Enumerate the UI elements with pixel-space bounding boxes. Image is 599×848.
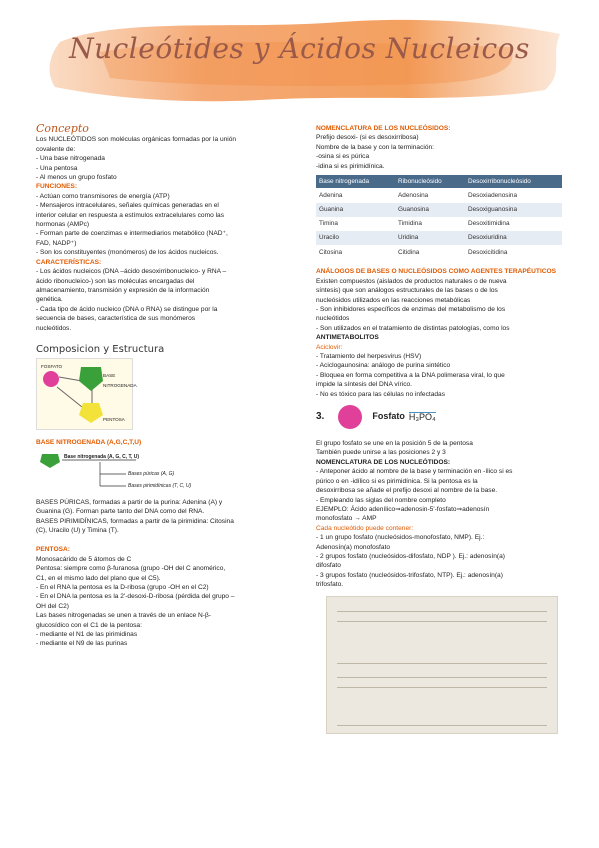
text-line: - Aciclogaunosina: análogo de purina sintético [316,362,451,370]
nomenclatura-text [316,133,574,171]
text-line: - En el RNA la pentosa es la D-ribosa (grupo -OH en el C2) [36,584,209,591]
text-line: - Empleando las siglas del nombre completo [316,496,446,504]
base-text [36,498,284,536]
analogos-title: ANÁLOGOS DE BASES O NUCLEÓSIDOS COMO AGENTES TERAPÉUTICOS [316,268,557,276]
page-title: Nucleótides y Ácidos Nucleicos [69,32,530,65]
pirimidinas-label: Bases pirimidínicas (T, C, U) [128,482,192,489]
phosphate-circle-icon [336,403,364,431]
table-cell: Adenosina [398,191,429,199]
text-line: FAD, NADP⁺) [36,239,77,247]
text-line: - Cada tipo de ácido nucleico (DNA o RNA) se distingue por la [36,305,218,313]
table-row [316,231,562,245]
caracteristicas-text [36,267,284,333]
table-cell: Desoxiguanosina [465,203,562,217]
column-header: Ribonucleósido [395,175,465,188]
text-line: monofosfato → AMP [316,515,377,523]
table-header-row [316,175,562,188]
text-line: - Son utilizados en el tratamiento de distintas patologías, como los [316,324,510,332]
text-line: Guanina (G). Forman parte tanto del DNA como del RNA. [36,508,205,516]
fosfato-text [316,439,574,524]
cada-nucleotido-text [316,533,574,589]
text-line: púrico o en -idílico si es pirimidínica. Si la pentosa es la [316,477,478,485]
composicion-title: Composicion y Estructura [36,343,165,355]
text-line: difosfato [316,562,341,570]
text-line: impide la síntesis del DNA vírico. [316,381,413,389]
text-line: trifosfato. [316,581,344,589]
text-line: BASES PÚRICAS, formadas a partir de la purina: Adenina (A) y [36,498,223,506]
text-line: -osina si es púrica [316,153,370,161]
text-line: - Una base nitrogenada [36,155,105,163]
text-line: Los NUCLEÓTIDOS son moléculas orgánicas formadas por la unión [36,136,237,144]
text-line: - Actúan como transmisores de energía (ATP) [36,192,170,200]
table-row [316,188,562,202]
concepto-text [36,135,284,182]
concepto-title: Concepto [36,122,89,135]
text-line: - Tratamiento del herpesvirus (HSV) [316,353,422,361]
right-column [316,124,574,734]
base-nitrogenada-title: BASE NITROGENADA (A,G,C,T,U) [36,439,142,447]
base-main-label: Base nitrogenada (A, G, C, T, U) [64,453,140,460]
table-cell: Uridina [395,231,465,245]
text-line: C1, en el mismo lado del plano que el C5). [36,574,161,582]
text-line: - Bloquea en forma competitiva a la DNA polimerasa viral, lo que [316,371,505,379]
aciclovir-title: Aciclovir: [316,343,343,351]
pentose-shape [79,403,103,423]
text-line: El grupo fosfato se une en la posición 5 de la pentosa [316,440,473,448]
nucleotide-diagram [36,358,137,430]
analogos-text [316,277,574,343]
fosfato-label: FOSFATO [41,364,63,370]
text-line: síntesis) que son análogos estructurales de las bases o de los [316,287,498,295]
table-cell: Timina [319,220,338,228]
fosfato-label: Fosfato [372,411,405,422]
base-shape [79,367,103,391]
table-cell: Desoxitimidina [467,220,510,228]
text-line: - Son inhibidores específicos de enzimas del metabolismo de los [316,306,506,313]
text-line: secuencia de bases, característica de sus monómeros [36,315,196,323]
column-header: Desoxirribonucleósido [465,175,562,188]
text-line: EJEMPLO: Ácido adenílico⇒adenosin-5'-fosfato⇒adenosín [316,505,490,513]
table-cell: Desoxiuridina [465,231,562,245]
text-line: glucosídico con el C1 de la pentosa: [36,621,142,629]
purinas-label: Bases púricas (A, G) [128,470,175,477]
nucleotide-table-photo [326,596,558,734]
table-cell: Desoxiadenosina [467,191,518,199]
text-line: OH del C2) [36,602,69,610]
text-line: ácido ribonucleico-) son las moléculas encargadas del [36,277,195,285]
text-line: Existen compuestos (aislados de productos naturales o de nueva [316,277,507,285]
table-cell: Guanina [316,203,395,217]
table-row [316,245,562,259]
text-line: -idina si es pirimidínica. [316,162,385,170]
text-line: Adenosín(a) monofosfato [316,543,391,551]
text-line: Nombre de la base y con la terminación: [316,143,435,151]
pentosa-text [36,555,284,649]
phosphate-shape [43,371,59,387]
text-line: hormonas (AMPc) [36,221,90,229]
table-row [316,203,562,217]
text-line: BASES PIRIMIDÍNICAS, formadas a partir de la pirimidina: Citosina [36,517,234,525]
text-line: - 3 grupos fosfato (nucleósidos-trifosfato, NTP). Ej.: adenosín(a) [316,571,503,579]
pentosa-label: PENTOSA [103,417,125,423]
text-line: - No es tóxico para las células no infectadas [316,390,446,398]
nucleosides-table [316,175,562,259]
text-line: nucleósidos utilizados en las reacciones metabólicas [316,296,471,304]
table-cell: Citidina [398,248,420,256]
table-cell: Adenina [319,191,343,199]
text-line: desoxirribosa se añade el prefijo desoxi al nombre de la base. [316,487,498,495]
text-line: (C), Uracilo (U) y Timina (T). [36,526,119,534]
text-line: - Al menos un grupo fosfato [36,174,117,182]
base-tree-diagram [36,450,284,494]
text-line: Monosacárido de 5 átomos de C [36,555,132,563]
text-line: interior celular en respuesta a estímulos extracelulares como las [36,211,225,219]
fosfato-heading [316,403,574,431]
text-line: - Forman parte de coenzimas e intermediarios metabólico (NAD⁺, [36,230,228,238]
text-line: Pentosa: siempre como β-furanosa (grupo -OH del C anomérico, [36,565,226,573]
funciones-text [36,192,284,258]
column-header: Base nitrogenada [316,175,395,188]
table-cell: Uracilo [316,231,395,245]
text-line: Las bases nitrogenadas se unen a través de un enlace N-β- [36,612,211,620]
aciclovir-text [316,352,574,399]
text-line: nucleótidos [316,315,350,323]
table-row [316,217,562,231]
text-line: - Mensajeros intracelulares, señales químicas generadas en el [36,202,219,210]
table-cell: Citosina [319,248,343,256]
funciones-title: FUNCIONES: [36,183,78,191]
text-line: nucleótidos. [36,324,72,332]
table-cell: Guanosina [395,203,465,217]
fosfato-formula: H₃PO₄ [408,411,436,422]
text-line: genética. [36,296,63,304]
table-cell: Timidina [398,220,422,228]
text-line: - 1 un grupo fosfato (nucleósidos-monofosfato, NMP). Ej.: [316,534,485,542]
text-line: - En el DNA la pentosa es la 2'-desoxi-D-ribosa (pérdida del grupo – [36,593,235,601]
section-number: 3. [316,411,325,423]
nomenclatura-nucleosidos-title: NOMENCLATURA DE LOS NUCLEÓSIDOS: [316,125,451,132]
pentosa-title: PENTOSA: [36,546,70,554]
text-line: - Los ácidos nucleicos (DNA –ácido desoxirribonucleico- y RNA – [36,268,227,276]
left-column [36,124,284,649]
text-line: NOMENCLATURA DE LOS NUCLEÓTIDOS: [316,458,451,466]
cada-nucleotido-title: Cada nucleótido puede contener: [316,524,414,532]
text-line: - Son los constituyentes (monómeros) de los ácidos nucleicos. [36,249,219,257]
caracteristicas-title: CARACTERÍSTICAS: [36,258,102,266]
text-line: ANTIMETABOLITOS [316,334,379,342]
text-line: - 2 grupos fosfato (nucleósidos-difosfato, NDP ). Ej.: adenosín(a) [316,552,505,560]
base-label: BASE NITROGENADA [103,373,137,388]
text-line: También puede unirse a las posiciones 2 y 3 [316,449,446,457]
text-line: - mediante el N1 de las pirimidinas [36,631,138,639]
text-line: - Una pentosa [36,164,78,172]
text-line: - Anteponer ácido al nombre de la base y terminación en -ílico si es [316,468,513,476]
text-line: almacenamiento, transmisión y expresión de la información [36,286,210,294]
table-cell: Desoxicitidina [467,248,508,256]
text-line: - mediante el N9 de las purinas [36,640,128,648]
text-line: covalente de: [36,145,76,153]
text-line: Prefijo desoxi- (si es desoxirribosa) [316,134,419,142]
